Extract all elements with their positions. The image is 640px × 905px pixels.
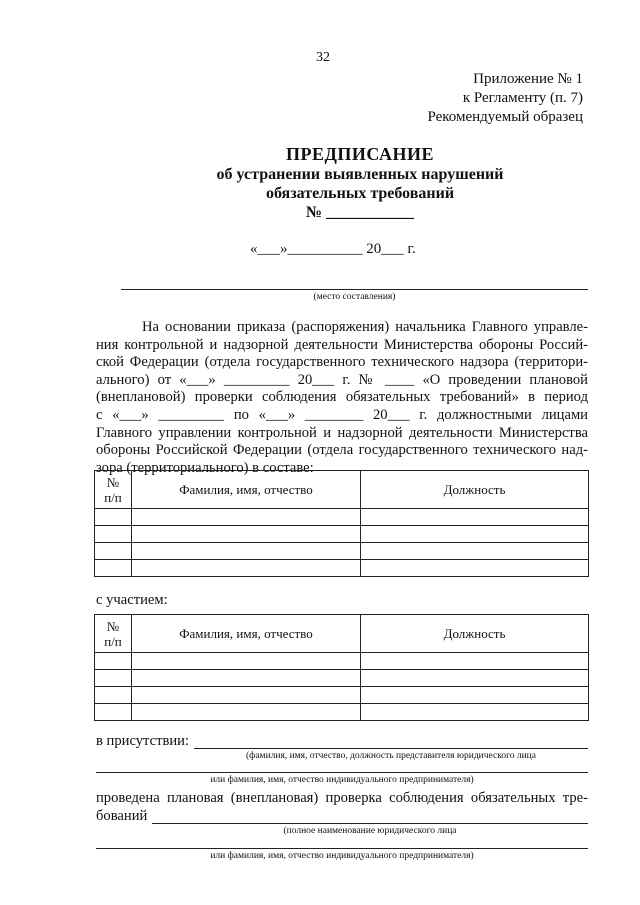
header-position: Должность [361,615,589,653]
cell[interactable] [132,687,361,704]
cell[interactable] [361,560,589,577]
cell[interactable] [132,526,361,543]
page-number: 32 [316,50,330,65]
header-num-sublabel: п/п [104,633,122,649]
title-sub-1: об устранении выявленных нарушений [216,166,504,183]
header-num-sublabel: п/п [104,489,122,505]
table-row [95,526,589,543]
presence-rule[interactable] [194,748,588,749]
date-line: «___»__________ 20___ г. [250,241,416,257]
cell[interactable] [132,560,361,577]
cell[interactable] [95,526,132,543]
cell[interactable] [132,670,361,687]
cell[interactable] [95,543,132,560]
cell[interactable] [361,653,589,670]
paragraph-line: ской Федерации (отдела государственного технического надзора (территори- [96,354,588,371]
paragraph-line: На основании приказа (распоряжения) начальника Главного управле- [142,319,588,335]
cell[interactable] [361,704,589,721]
inspection-caption-2: или фамилия, имя, отчество индивидуального предпринимателя) [210,851,474,861]
cell[interactable] [132,543,361,560]
title-main: ПРЕДПИСАНИЕ [286,144,434,164]
inspection-paragraph [96,790,588,808]
cell[interactable] [95,687,132,704]
inspection-rule[interactable] [152,823,588,824]
cell[interactable] [132,704,361,721]
paragraph-line: ального) от «___» _________ 20___ г. № ____ «О проведении плановой [96,371,588,388]
presence-rule-2[interactable] [96,772,588,773]
table-row [95,653,589,670]
cell[interactable] [132,509,361,526]
header-num [95,615,132,653]
table-row [95,670,589,687]
appendix-line-1: Приложение № 1 [473,71,583,87]
cell[interactable] [361,670,589,687]
inspection-rule-2[interactable] [96,848,588,849]
inspection-line-1: проведена плановая (внеплановая) проверка соблюдения обязательных тре- [96,790,588,806]
cell[interactable] [361,543,589,560]
appendix-line-3: Рекомендуемый образец [427,109,583,125]
presence-label: в присутствии: [96,733,190,749]
table-row [95,509,589,526]
place-caption: (место составления) [313,292,396,302]
paragraph-line: (внеплановой) проверки соблюдения обязательных требований» в период [96,389,588,406]
header-name: Фамилия, имя, отчество [132,471,361,509]
cell[interactable] [95,670,132,687]
table-row [95,560,589,577]
header-num-label: № [106,618,120,634]
presence-caption-2: или фамилия, имя, отчество индивидуального предпринимателя) [210,775,474,785]
table-row [95,543,589,560]
inspection-line-2: бований [96,808,148,824]
appendix-line-2: к Регламенту (п. 7) [462,90,583,106]
cell[interactable] [361,687,589,704]
table-header-row [95,615,589,653]
inspection-caption-1: (полное наименование юридического лица [283,826,457,836]
cell[interactable] [132,653,361,670]
participants-table [94,614,589,721]
title-number: № ___________ [305,204,415,221]
paragraph-line: обороны Российской Федерации (отдела государственного технического над- [96,442,588,459]
table-row [95,704,589,721]
header-position: Должность [361,471,589,509]
title-sub-2: обязательных требований [265,185,455,202]
cell[interactable] [95,653,132,670]
cell[interactable] [95,560,132,577]
inspectors-table [94,470,589,577]
paragraph-line: зора (территориального) в составе: [96,459,314,476]
paragraph-line: с «___» _________ по «___» ________ 20___ г. должностными лицами [96,406,588,423]
cell[interactable] [361,526,589,543]
header-num-label: № [106,474,120,490]
paragraph-line: Главного управлении контрольной и надзорной деятельности Министерства [96,424,588,441]
paragraph-line: ния контрольной и надзорной деятельности Министерства обороны Россий- [96,336,588,353]
header-name: Фамилия, имя, отчество [132,615,361,653]
table-header-row [95,471,589,509]
presence-caption-1: (фамилия, имя, отчество, должность представителя юридического лица [246,751,536,761]
cell[interactable] [95,704,132,721]
table-row [95,687,589,704]
place-rule [121,289,588,290]
participation-label: с участием: [96,592,168,608]
header-num [95,471,132,509]
cell[interactable] [361,509,589,526]
document-title [120,143,600,222]
appendix-note [427,70,583,127]
main-paragraph [96,319,588,477]
cell[interactable] [95,509,132,526]
